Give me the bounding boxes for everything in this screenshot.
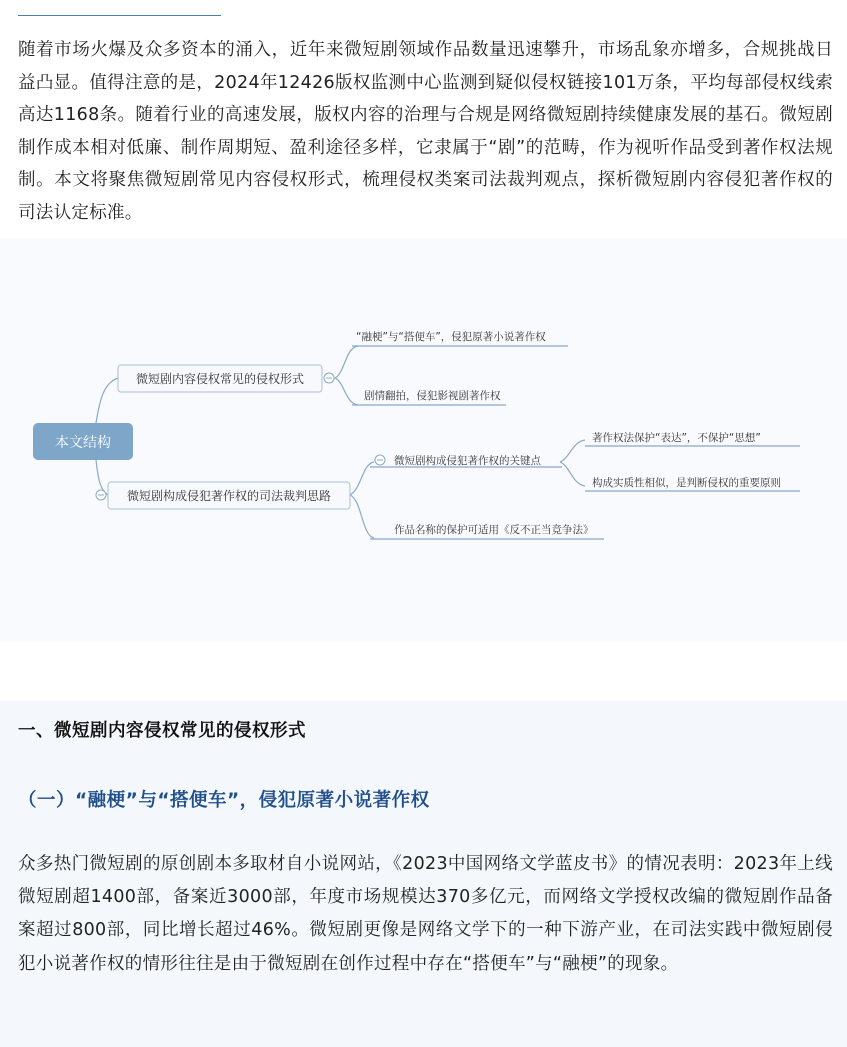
connector-sub-child1 [560,440,585,462]
sub-child2-label: 构成实质性相似，是判断侵权的重要原则 [592,477,781,489]
mindmap-svg [0,238,847,641]
sub-label: 微短剧构成侵犯著作权的关键点 [394,455,541,467]
sub-child1-label: 著作权法保护“表达”，不保护“思想” [592,432,761,444]
connector-branch1-child2 [335,378,358,405]
section-subheading: （一）“融梗”与“搭便车”，侵犯原著小说著作权 [18,790,430,811]
root-label: 本文结构 [55,435,111,451]
top-divider [18,15,221,16]
connector-sub-child2 [560,462,585,486]
branch1-label: 微短剧内容侵权常见的侵权形式 [135,372,305,386]
connector-root-branch1 [96,378,118,423]
section-heading: 一、微短剧内容侵权常见的侵权形式 [18,721,306,741]
intro-paragraph: 随着市场火爆及众多资本的涌入，近年来微短剧领域作品数量迅速攀升，市场乱象亦增多，合规挑战日益凸显。值得注意的是，2024年12426版权监测中心监测到疑似侵权链接101万条，平均每部侵权线索高达1168条。随着行业的高速发展，版权内容的治理与合规是网络微短剧持续健康发展的基石。微短剧制作成本相对低廉、制作周期短、盈利途径多样，它隶属于“剧”的范畴，作为视听作品受到著作权法规制。本文将聚焦微短剧常见内容侵权形式，梳理侵权类案司法裁判观点，探析微短剧内容侵犯著作权的司法认定标准。 [18,40,833,223]
branch1-child2-label: 剧情翻拍，侵犯影视剧著作权 [364,390,501,402]
branch1-child1-label: “融梗”与“搭便车”，侵犯原著小说著作权 [356,331,546,343]
branch2-label: 微短剧构成侵犯著作权的司法裁判思路 [126,489,332,503]
branch2-other-label: 作品名称的保护可适用《反不正当竞争法》 [394,524,594,536]
section-1 [0,701,847,1047]
section-paragraph: 众多热门微短剧的原创剧本多取材自小说网站，《2023中国网络文学蓝皮书》的情况表明：2023年上线微短剧超1400部，备案近3000部，年度市场规模达370多亿元，而网络文学授权改编的微短剧作品备案超过800部，同比增长超过46%。微短剧更像是网络文学下的一种下游产业，在司法实践中微短剧侵犯小说著作权的情形往往是由于微短剧在创作过程中存在“搭便车”与“融梗”的现象。 [18,854,833,974]
structure-mindmap [0,238,847,641]
connector-branch1-child1 [335,346,358,378]
connector-branch2-other [350,495,374,538]
